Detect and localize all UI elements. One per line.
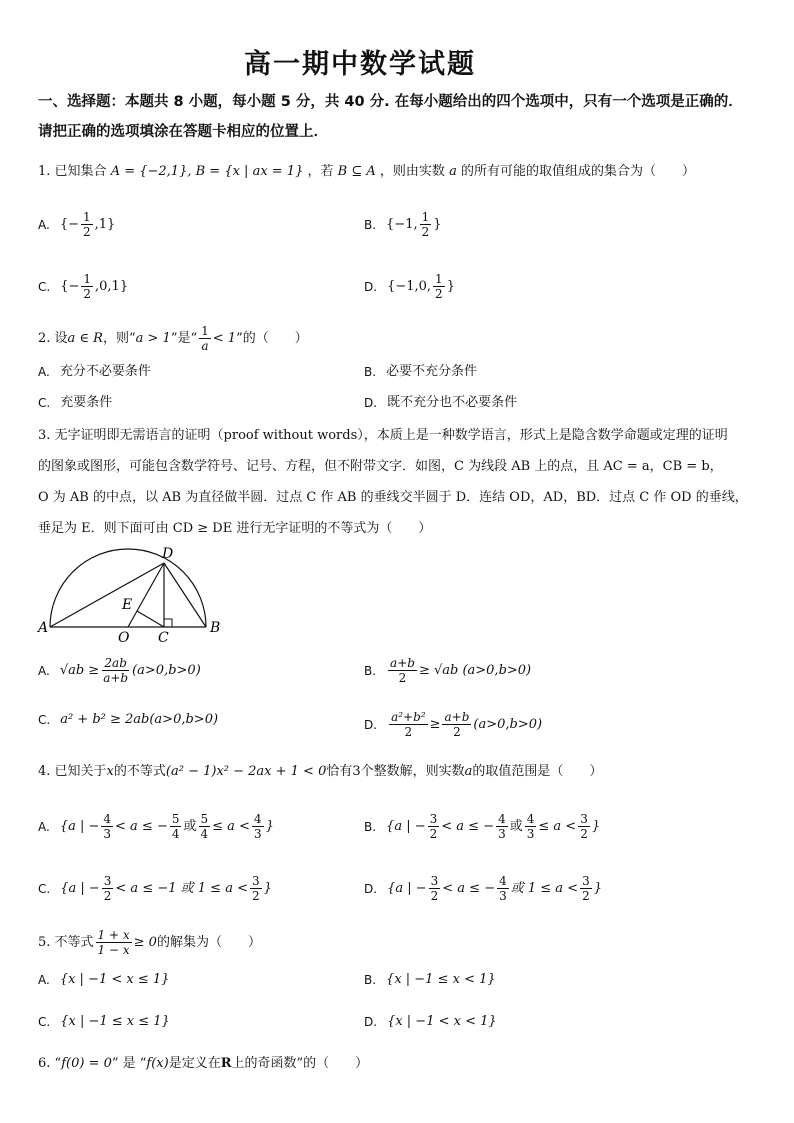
fraction: $\frac{5}{4}$: [200, 812, 209, 841]
question-2-stem: 2. 设 a ∈ R ，则“ a > 1 ”是“ $\frac{1}{a}$ < 1 ”的（ ）: [38, 324, 308, 353]
fraction: $\frac{4}{3}$: [253, 812, 262, 841]
q3-option-a[interactable]: A. √ab ≥ $\frac{2ab}{a+b}$ (a>0,b>0): [38, 656, 201, 685]
fraction: $\frac{3}{2}$: [103, 874, 112, 903]
fraction: $\frac{4}{3}$: [103, 812, 112, 841]
fraction: $\frac{\text{a²+b²}}{2}$: [391, 710, 426, 739]
question-3-stem: 3. 无字证明即无需语言的证明（proof without words），本质上是一种数学语言，形式上是隐含数学命题或定理的证明 的图象或图形，可能包含数学符号、记号、方程，但不附带文字．如图，C 为线段 AB 上的点，且 AC = a，CB = b， O 为 AB 的中点，以 AB 为直径做半圆．过点 C 作 AB 的垂线交半圆于 D．连结 OD，AD，BD．过点 C 作 OD 的垂线， 垂足为 E．则下面可由 CD ≥ DE 进行无字证明的不等式为（ ）: [38, 428, 748, 536]
question-5-stem: 5. 不等式 $\frac{1 + x}{1 - x}$ ≥ 0 的解集为（ ）: [38, 928, 261, 957]
section-heading: 一、选择题：本题共 8 小题，每小题 5 分，共 40 分. 在每小题给出的四个选项中，只有一个选项是正确的．请把正确的选项填涂在答题卡相应的位置上．: [38, 94, 743, 140]
q2-option-a[interactable]: A. 充分不必要条件: [38, 364, 151, 379]
fraction: $\frac{1}{2}$: [82, 210, 91, 239]
q1-stem-text: ，则由实数: [379, 164, 445, 179]
point-o-label: O: [118, 630, 130, 645]
fraction: $\frac{4}{3}$: [526, 812, 535, 841]
fraction: $\frac{a+b}{2}$: [390, 656, 415, 685]
fraction: $\frac{2ab}{a+b}$: [103, 656, 129, 685]
semicircle-arc: [50, 549, 206, 627]
semicircle-proof-figure: [36, 545, 226, 645]
q3-option-c[interactable]: C. a² + b² ≥ 2ab(a>0,b>0): [38, 712, 219, 727]
fraction: $\frac{3}{2}$: [582, 874, 590, 903]
q1-stem-text: ，若: [307, 164, 334, 179]
fraction: $\frac{1}{a}$: [201, 324, 209, 353]
point-c-label: C: [158, 630, 169, 645]
q1-condition: B ⊆ A: [337, 164, 376, 179]
q2-option-d[interactable]: D. 既不充分也不必要条件: [364, 395, 518, 410]
q1-option-d[interactable]: D. {−1,0, $\frac{1}{2}$ }: [364, 272, 455, 301]
q2-option-c[interactable]: C. 充要条件: [38, 395, 113, 410]
fraction: $\frac{3}{2}$: [430, 874, 439, 903]
q5-option-b[interactable]: B. {x | −1 ≤ x < 1}: [364, 972, 496, 987]
fraction: $\frac{5}{4}$: [171, 812, 180, 841]
fraction: $\frac{3}{2}$: [251, 874, 260, 903]
fraction: $\frac{3}{2}$: [580, 812, 588, 841]
q4-option-d[interactable]: D. {a | − $\frac{3}{2}$ < a ≤ − $\frac{4}{3}$ 或 1 ≤ a < $\frac{3}{2}$ }: [364, 874, 602, 903]
fraction: $\frac{1}{2}$: [83, 272, 92, 301]
q5-option-d[interactable]: D. {x | −1 < x < 1}: [364, 1014, 497, 1029]
segment-ce: [137, 611, 164, 627]
q4-option-a[interactable]: A. {a | − $\frac{4}{3}$ < a ≤ − $\frac{5}{4}$ 或 $\frac{5}{4}$ ≤ a < $\frac{4}{3}$ }: [38, 812, 274, 841]
fraction: $\frac{4}{3}$: [498, 812, 506, 841]
right-angle-mark: [164, 619, 172, 627]
q1-set-expression: A = {−2,1}, B = {x | ax = 1}: [110, 164, 304, 179]
q5-option-c[interactable]: C. {x | −1 ≤ x ≤ 1}: [38, 1014, 170, 1029]
fraction: $\frac{1 + x}{1 - x}$: [97, 928, 130, 957]
q1-option-b[interactable]: B. {−1, $\frac{1}{2}$ }: [364, 210, 442, 239]
point-a-label: A: [38, 620, 49, 636]
q2-option-b[interactable]: B. 必要不充分条件: [364, 364, 478, 379]
question-4-stem: 4. 已知关于 x 的不等式 (a² − 1)x² − 2ax + 1 < 0 恰有3个整数解，则实数 a 的取值范围是（ ）: [38, 764, 603, 779]
fraction: $\frac{1}{2}$: [435, 272, 443, 301]
page-title: 高一期中数学试题: [244, 49, 476, 80]
fraction: $\frac{4}{3}$: [499, 874, 507, 903]
q1-option-c[interactable]: C. {− $\frac{1}{2}$ ,0,1}: [38, 272, 129, 301]
q1-stem-text: 1. 已知集合: [38, 164, 107, 179]
point-d-label: D: [162, 546, 174, 562]
q3-option-b[interactable]: B. $\frac{a+b}{2}$ ≥ √ab (a>0,b>0): [364, 656, 532, 685]
fraction: $\frac{a+b}{2}$: [444, 710, 470, 739]
fraction: $\frac{1}{2}$: [421, 210, 430, 239]
q3-option-d[interactable]: D. $\frac{\text{a²+b²}}{2}$ ≥ $\frac{a+b}{2}$ (a>0,b>0): [364, 710, 543, 739]
question-1-stem: [38, 158, 758, 186]
q1-stem-text: 的所有可能的取值组成的集合为（ ）: [460, 164, 695, 179]
point-e-label: E: [122, 597, 133, 613]
q4-option-c[interactable]: C. {a | − $\frac{3}{2}$ < a ≤ −1 或 1 ≤ a < $\frac{3}{2}$ }: [38, 874, 272, 903]
question-6-stem: 6. “ f(0) = 0 ” 是 “ f(x) 是定义在 R 上的奇函数”的（ ）: [38, 1056, 369, 1071]
q4-option-b[interactable]: B. {a | − $\frac{3}{2}$ < a ≤ − $\frac{4}{3}$ 或 $\frac{4}{3}$ ≤ a < $\frac{3}{2}$ }: [364, 812, 601, 841]
point-b-label: B: [210, 620, 221, 636]
fraction: $\frac{3}{2}$: [429, 812, 438, 841]
q1-option-a[interactable]: A. {− $\frac{1}{2}$ ,1}: [38, 210, 116, 239]
q1-variable: a: [449, 164, 457, 179]
q5-option-a[interactable]: A. {x | −1 < x ≤ 1}: [38, 972, 170, 987]
